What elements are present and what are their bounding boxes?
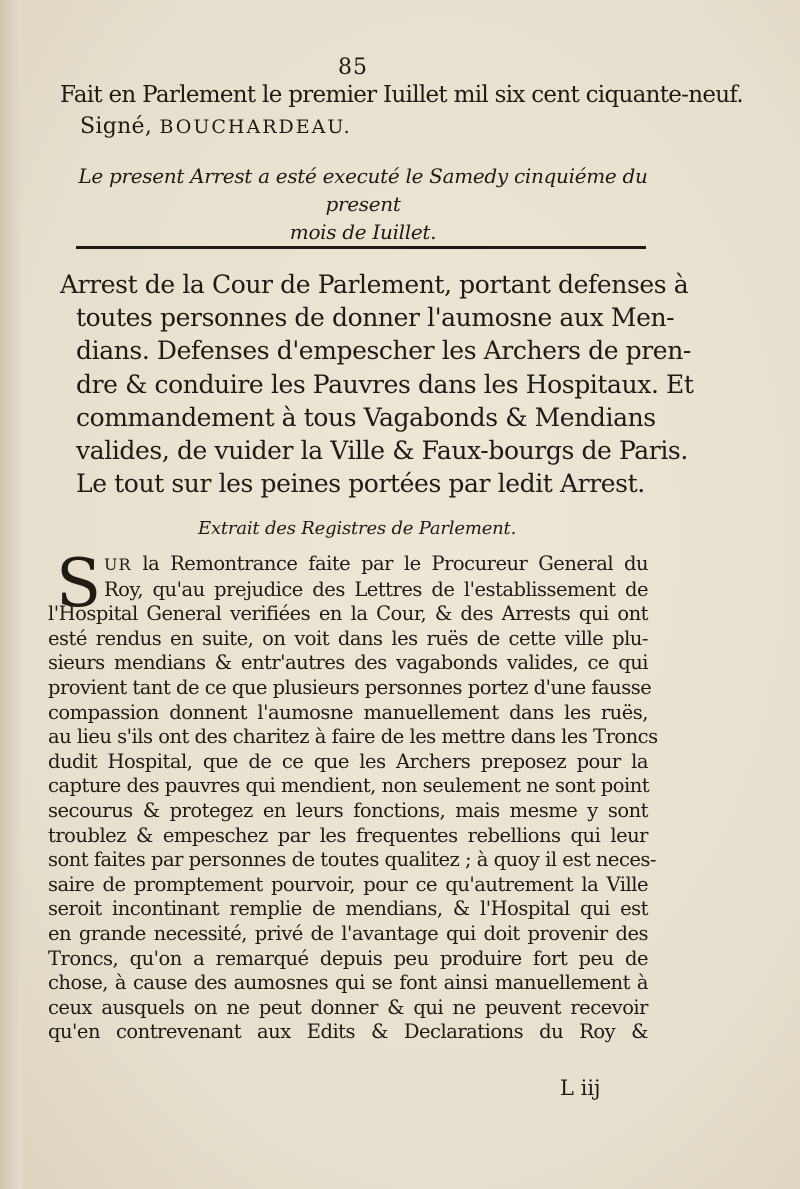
body-line: Troncs, qu'on a remarqué depuis peu produire fort peu de [48,946,648,970]
body-line: dudit Hospital, que de ce que les Archers preposez pour la [48,749,648,773]
horizontal-rule [76,246,646,249]
heading-line: dre & conduire les Pauvres dans les Hospitaux. Et [76,369,694,399]
heading-line: Le tout sur les peines portées par ledit Arrest. [76,469,645,499]
body-line: saire de promptement pourvoir, pour ce qu'autrement la Ville [48,872,648,896]
body-line: au lieu s'ils ont des charitez à faire de les mettre dans les Troncs [48,725,658,749]
signed-prefix: Signé, [80,114,153,139]
body-line: sont faites par personnes de toutes qualitez ; à quoy il est neces- [48,848,657,872]
opening-small-caps: UR [104,555,132,574]
heading-line: dians. Defenses d'empescher les Archers de pren- [76,336,691,366]
body-line: seroit incontinant remplie de mendians, & l'Hospital qui est [48,897,648,921]
body-line: Roy, qu'au prejudice des Lettres de l'establissement de [104,577,648,601]
heading-line: Arrest de la Cour de Parlement, portant defenses à [60,270,689,299]
decree-body [48,545,658,1045]
body-line: secourus & protegez en leurs fonctions, mais mesme y sont [48,798,648,822]
body-line: l'Hospital General verifiées en la Cour, & des Arrests qui ont [48,602,648,626]
execution-notice [60,162,666,246]
signature-line [80,114,352,139]
body-line: troublez & empeschez par les frequentes rebellions qui leur [48,823,648,847]
decree-heading [60,268,694,500]
notice-line: mois de Iuillet. [289,220,437,244]
page-gutter-shadow [0,0,22,1189]
body-line: capture des pauvres qui mendient, non seulement ne sont point [48,774,650,798]
body-line: sieurs mendians & entr'autres des vagabonds valides, ce qui [48,651,648,675]
drop-cap: S [56,545,102,622]
heading-line: commandement à tous Vagabonds & Mendians [76,402,656,432]
enactment-line: Fait en Parlement le premier Iuillet mil six cent ciquante-neuf. [60,82,743,108]
notice-line: Le present Arrest a esté executé le Samedy cinquiéme du present [78,164,648,216]
body-line: en grande necessité, privé de l'avantage qui doit provenir des [48,921,648,945]
signature-mark: L iij [560,1076,601,1100]
registry-subtitle: Extrait des Registres de Parlement. [198,518,517,539]
body-line: provient tant de ce que plusieurs personnes portez d'une fausse [48,675,652,699]
heading-line: toutes personnes de donner l'aumosne aux Men- [76,303,675,333]
heading-line: valides, de vuider la Ville & Faux-bourgs de Paris. [76,436,688,466]
body-line: esté rendus en suite, on voit dans les ruës de cette ville plu- [48,626,648,650]
opening-text: la Remontrance faite par le Procureur General du [142,552,649,575]
body-line [48,552,648,578]
page-number: 85 [338,55,368,80]
body-line: qu'en contrevenant aux Edits & Declarations du Roy & [48,1020,648,1044]
body-line: ceux ausquels on ne peut donner & qui ne peuvent recevoir [48,995,648,1019]
body-line: chose, à cause des aumosnes qui se font ainsi manuellement à [48,971,648,995]
signatory-name: BOUCHARDEAU. [159,116,352,138]
body-line: compassion donnent l'aumosne manuellement dans les ruës, [48,700,648,724]
